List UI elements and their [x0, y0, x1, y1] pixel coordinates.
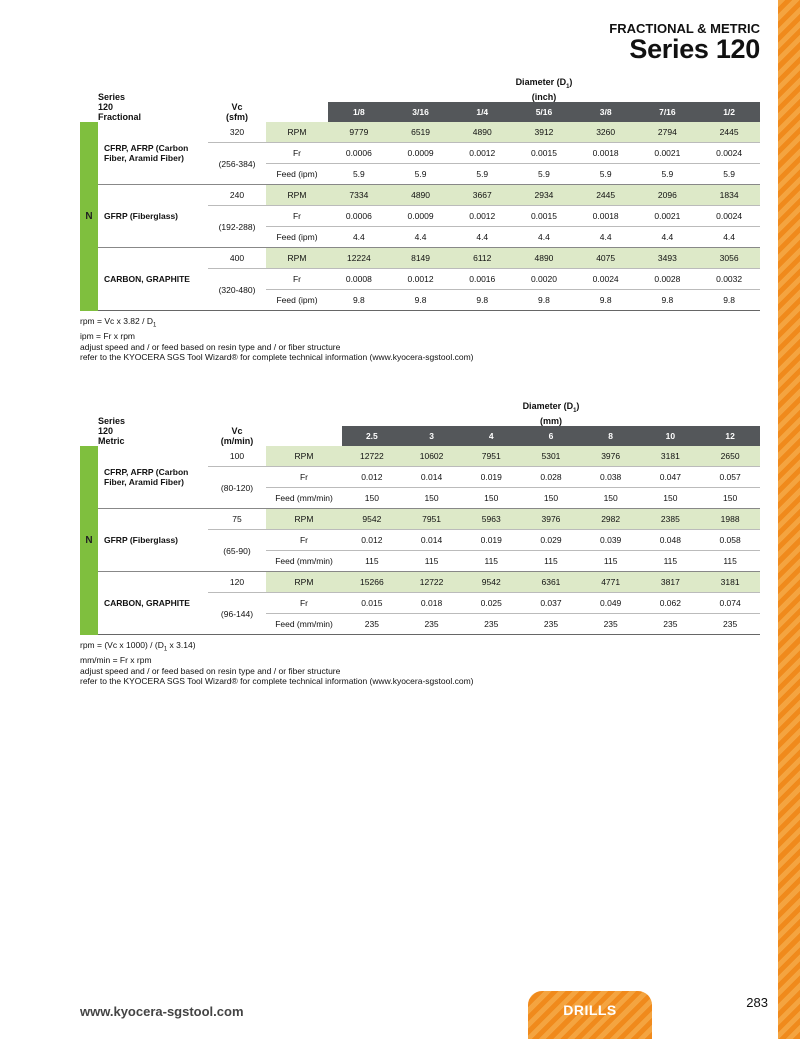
- feed-value: 4.4: [328, 227, 390, 248]
- rpm-value: 2096: [637, 185, 699, 206]
- rpm-value: 5301: [521, 446, 581, 467]
- note-line: mm/min = Fr x rpm: [80, 655, 152, 666]
- section-tab-label: DRILLS: [563, 1002, 617, 1018]
- feed-value: 9.8: [451, 290, 513, 311]
- feed-value: 5.9: [637, 164, 699, 185]
- vc-range: (80-120): [208, 467, 266, 509]
- rpm-value: 5963: [461, 509, 521, 530]
- rpm-label: RPM: [266, 248, 328, 269]
- fr-value: 0.0032: [698, 269, 760, 290]
- material-name: GFRP (Fiberglass): [98, 509, 208, 572]
- fr-label: Fr: [266, 143, 328, 164]
- fr-value: 0.019: [461, 530, 521, 551]
- feed-value: 9.8: [513, 290, 575, 311]
- feed-label: Feed (mm/min): [266, 614, 342, 635]
- rpm-value: 2982: [581, 509, 641, 530]
- fr-value: 0.012: [342, 467, 402, 488]
- fr-value: 0.057: [700, 467, 760, 488]
- vc-range: (256-384): [208, 143, 266, 185]
- rpm-value: 4075: [575, 248, 637, 269]
- orange-edge-stripe: [778, 0, 800, 1039]
- fr-value: 0.012: [342, 530, 402, 551]
- diameter-col-header: 1/8: [328, 102, 390, 122]
- footer-url[interactable]: www.kyocera-sgstool.com: [80, 1004, 244, 1019]
- diameter-col-header: 5/16: [513, 102, 575, 122]
- feed-value: 115: [581, 551, 641, 572]
- material-name: CFRP, AFRP (Carbon Fiber, Aramid Fiber): [98, 446, 208, 509]
- material-name: CFRP, AFRP (Carbon Fiber, Aramid Fiber): [98, 122, 208, 185]
- rpm-value: 3667: [451, 185, 513, 206]
- rpm-value: 4890: [513, 248, 575, 269]
- rpm-value: 3912: [513, 122, 575, 143]
- series-label: Series 120 Metric: [98, 416, 126, 446]
- fr-value: 0.0009: [390, 143, 452, 164]
- note-line: rpm = Vc x $3.82 / D_1$: [80, 316, 157, 329]
- rpm-value: 3817: [641, 572, 701, 593]
- rpm-value: 7951: [402, 509, 462, 530]
- fr-value: 0.028: [521, 467, 581, 488]
- page-subtitle: FRACTIONAL & METRIC: [609, 21, 760, 36]
- vc-value: 120: [208, 572, 266, 593]
- feed-value: 235: [342, 614, 402, 635]
- rpm-value: 2934: [513, 185, 575, 206]
- rpm-value: 6361: [521, 572, 581, 593]
- feed-value: 4.4: [637, 227, 699, 248]
- rpm-value: 7334: [328, 185, 390, 206]
- material-name: GFRP (Fiberglass): [98, 185, 208, 248]
- fr-value: 0.0012: [451, 143, 513, 164]
- vc-range: (320-480): [208, 269, 266, 311]
- rpm-value: 3181: [641, 446, 701, 467]
- feed-value: 115: [342, 551, 402, 572]
- page-number: 283: [746, 995, 768, 1010]
- rpm-value: 2385: [641, 509, 701, 530]
- feed-value: 235: [461, 614, 521, 635]
- fr-label: Fr: [266, 269, 328, 290]
- rpm-value: 9779: [328, 122, 390, 143]
- rpm-label: RPM: [266, 446, 342, 467]
- fractional-notes: [80, 316, 473, 363]
- fr-label: Fr: [266, 467, 342, 488]
- vc-range: (96-144): [208, 593, 266, 635]
- section-tab: [528, 991, 652, 1039]
- diameter-header: Diameter $(D_1)$ (inch): [515, 77, 573, 102]
- vc-range: (192-288): [208, 206, 266, 248]
- feed-value: 9.8: [390, 290, 452, 311]
- vc-header: Vc (sfm): [226, 102, 248, 122]
- feed-value: 235: [521, 614, 581, 635]
- diameter-col-header: 3/8: [575, 102, 637, 122]
- feed-label: Feed (ipm): [266, 290, 328, 311]
- vc-value: 100: [208, 446, 266, 467]
- feed-value: 4.4: [513, 227, 575, 248]
- fr-value: 0.0012: [451, 206, 513, 227]
- feed-value: 150: [402, 488, 462, 509]
- diameter-col-header: 1/2: [698, 102, 760, 122]
- note-line: refer to the KYOCERA SGS Tool Wizard® for complete technical information (www.kyocera-sgstool.com): [80, 676, 474, 687]
- rpm-value: 3260: [575, 122, 637, 143]
- rpm-value: 2650: [700, 446, 760, 467]
- feed-value: 115: [641, 551, 701, 572]
- feed-value: 150: [641, 488, 701, 509]
- feed-value: 235: [700, 614, 760, 635]
- fr-label: Fr: [266, 530, 342, 551]
- feed-value: 9.8: [575, 290, 637, 311]
- fr-label: Fr: [266, 206, 328, 227]
- fr-value: 0.014: [402, 530, 462, 551]
- feed-value: 150: [700, 488, 760, 509]
- feed-value: 5.9: [390, 164, 452, 185]
- rpm-value: 12722: [342, 446, 402, 467]
- feed-value: 115: [402, 551, 462, 572]
- fr-value: 0.0024: [698, 206, 760, 227]
- feed-value: 115: [700, 551, 760, 572]
- feed-value: 9.8: [698, 290, 760, 311]
- rpm-value: 1988: [700, 509, 760, 530]
- fr-value: 0.0015: [513, 143, 575, 164]
- fr-value: 0.047: [641, 467, 701, 488]
- rpm-value: 8149: [390, 248, 452, 269]
- rpm-value: 2445: [575, 185, 637, 206]
- fr-value: 0.015: [342, 593, 402, 614]
- feed-value: 9.8: [637, 290, 699, 311]
- feed-value: 150: [521, 488, 581, 509]
- fractional-table: [80, 74, 760, 311]
- diameter-col-header: 7/16: [637, 102, 699, 122]
- fr-value: 0.0018: [575, 206, 637, 227]
- fr-value: 0.062: [641, 593, 701, 614]
- feed-value: 4.4: [451, 227, 513, 248]
- material-group-band: N: [80, 122, 98, 311]
- diameter-col-header: 1/4: [451, 102, 513, 122]
- feed-value: 5.9: [575, 164, 637, 185]
- diameter-header: Diameter $(D_1)$ (mm): [522, 401, 580, 426]
- feed-value: 9.8: [328, 290, 390, 311]
- rpm-value: 7951: [461, 446, 521, 467]
- fr-value: 0.0016: [451, 269, 513, 290]
- feed-value: 4.4: [390, 227, 452, 248]
- feed-label: Feed (mm/min): [266, 551, 342, 572]
- fr-value: 0.0020: [513, 269, 575, 290]
- rpm-value: 4771: [581, 572, 641, 593]
- diameter-col-header: 4: [461, 426, 521, 446]
- rpm-value: 2794: [637, 122, 699, 143]
- metric-table: [80, 398, 760, 635]
- fr-value: 0.0018: [575, 143, 637, 164]
- fr-value: 0.038: [581, 467, 641, 488]
- fr-value: 0.039: [581, 530, 641, 551]
- feed-value: 5.9: [698, 164, 760, 185]
- feed-value: 5.9: [451, 164, 513, 185]
- fr-value: 0.037: [521, 593, 581, 614]
- fr-label: Fr: [266, 593, 342, 614]
- rpm-label: RPM: [266, 122, 328, 143]
- diameter-col-header: 2.5: [342, 426, 402, 446]
- fr-value: 0.0015: [513, 206, 575, 227]
- material-name: CARBON, GRAPHITE: [98, 572, 208, 635]
- fr-value: 0.0006: [328, 206, 390, 227]
- vc-value: 75: [208, 509, 266, 530]
- fr-value: 0.0024: [698, 143, 760, 164]
- rpm-value: 3493: [637, 248, 699, 269]
- rpm-value: 3976: [581, 446, 641, 467]
- metric-notes: [80, 640, 473, 687]
- fr-value: 0.049: [581, 593, 641, 614]
- feed-value: 150: [342, 488, 402, 509]
- feed-label: Feed (ipm): [266, 164, 328, 185]
- rpm-value: 10602: [402, 446, 462, 467]
- diameter-col-header: 12: [700, 426, 760, 446]
- rpm-value: 9542: [342, 509, 402, 530]
- feed-value: 150: [581, 488, 641, 509]
- note-line: adjust speed and / or feed based on resin type and / or fiber structure: [80, 341, 341, 352]
- series-label: Series 120 Fractional: [98, 92, 142, 122]
- diameter-col-header: 8: [581, 426, 641, 446]
- fr-value: 0.0021: [637, 143, 699, 164]
- vc-range: (65-90): [208, 530, 266, 572]
- feed-label: Feed (ipm): [266, 227, 328, 248]
- rpm-value: 3976: [521, 509, 581, 530]
- feed-label: Feed (mm/min): [266, 488, 342, 509]
- note-line: refer to the KYOCERA SGS Tool Wizard® for complete technical information (www.kyocera-sgstool.com): [80, 352, 474, 363]
- material-group-band: N: [80, 446, 98, 635]
- diameter-col-header: 6: [521, 426, 581, 446]
- feed-value: 4.4: [698, 227, 760, 248]
- rpm-label: RPM: [266, 572, 342, 593]
- fr-value: 0.074: [700, 593, 760, 614]
- feed-value: 235: [402, 614, 462, 635]
- rpm-value: 4890: [390, 185, 452, 206]
- rpm-label: RPM: [266, 509, 342, 530]
- note-line: adjust speed and / or feed based on resin type and / or fiber structure: [80, 665, 341, 676]
- rpm-value: 3056: [698, 248, 760, 269]
- fr-value: 0.018: [402, 593, 462, 614]
- note-line: ipm = Fr x rpm: [80, 331, 136, 342]
- rpm-value: 4890: [451, 122, 513, 143]
- fr-value: 0.019: [461, 467, 521, 488]
- vc-value: 400: [208, 248, 266, 269]
- fr-value: 0.0012: [390, 269, 452, 290]
- diameter-col-header: 3: [402, 426, 462, 446]
- rpm-value: 6112: [451, 248, 513, 269]
- fr-value: 0.0021: [637, 206, 699, 227]
- material-name: CARBON, GRAPHITE: [98, 248, 208, 311]
- feed-value: 235: [581, 614, 641, 635]
- fr-value: 0.0009: [390, 206, 452, 227]
- feed-value: 150: [461, 488, 521, 509]
- vc-value: 320: [208, 122, 266, 143]
- fr-value: 0.0028: [637, 269, 699, 290]
- feed-value: 5.9: [328, 164, 390, 185]
- rpm-value: 12722: [402, 572, 462, 593]
- fr-value: 0.048: [641, 530, 701, 551]
- fr-value: 0.025: [461, 593, 521, 614]
- fr-value: 0.014: [402, 467, 462, 488]
- feed-value: 5.9: [513, 164, 575, 185]
- rpm-value: 2445: [698, 122, 760, 143]
- feed-value: 4.4: [575, 227, 637, 248]
- feed-value: 115: [461, 551, 521, 572]
- rpm-value: 6519: [390, 122, 452, 143]
- rpm-label: RPM: [266, 185, 328, 206]
- rpm-value: 12224: [328, 248, 390, 269]
- diameter-col-header: 3/16: [390, 102, 452, 122]
- rpm-value: 15266: [342, 572, 402, 593]
- fr-value: 0.029: [521, 530, 581, 551]
- vc-header: Vc (m/min): [220, 426, 254, 446]
- fr-value: 0.058: [700, 530, 760, 551]
- vc-value: 240: [208, 185, 266, 206]
- page-title: Series 120: [629, 34, 760, 64]
- rpm-value: 3181: [700, 572, 760, 593]
- fr-value: 0.0006: [328, 143, 390, 164]
- rpm-value: 1834: [698, 185, 760, 206]
- feed-value: 115: [521, 551, 581, 572]
- fr-value: 0.0008: [328, 269, 390, 290]
- rpm-value: 9542: [461, 572, 521, 593]
- diameter-col-header: 10: [641, 426, 701, 446]
- fr-value: 0.0024: [575, 269, 637, 290]
- note-line: rpm = (Vc x $1000) / (D_1$ x 3.14): [80, 640, 196, 653]
- feed-value: 235: [641, 614, 701, 635]
